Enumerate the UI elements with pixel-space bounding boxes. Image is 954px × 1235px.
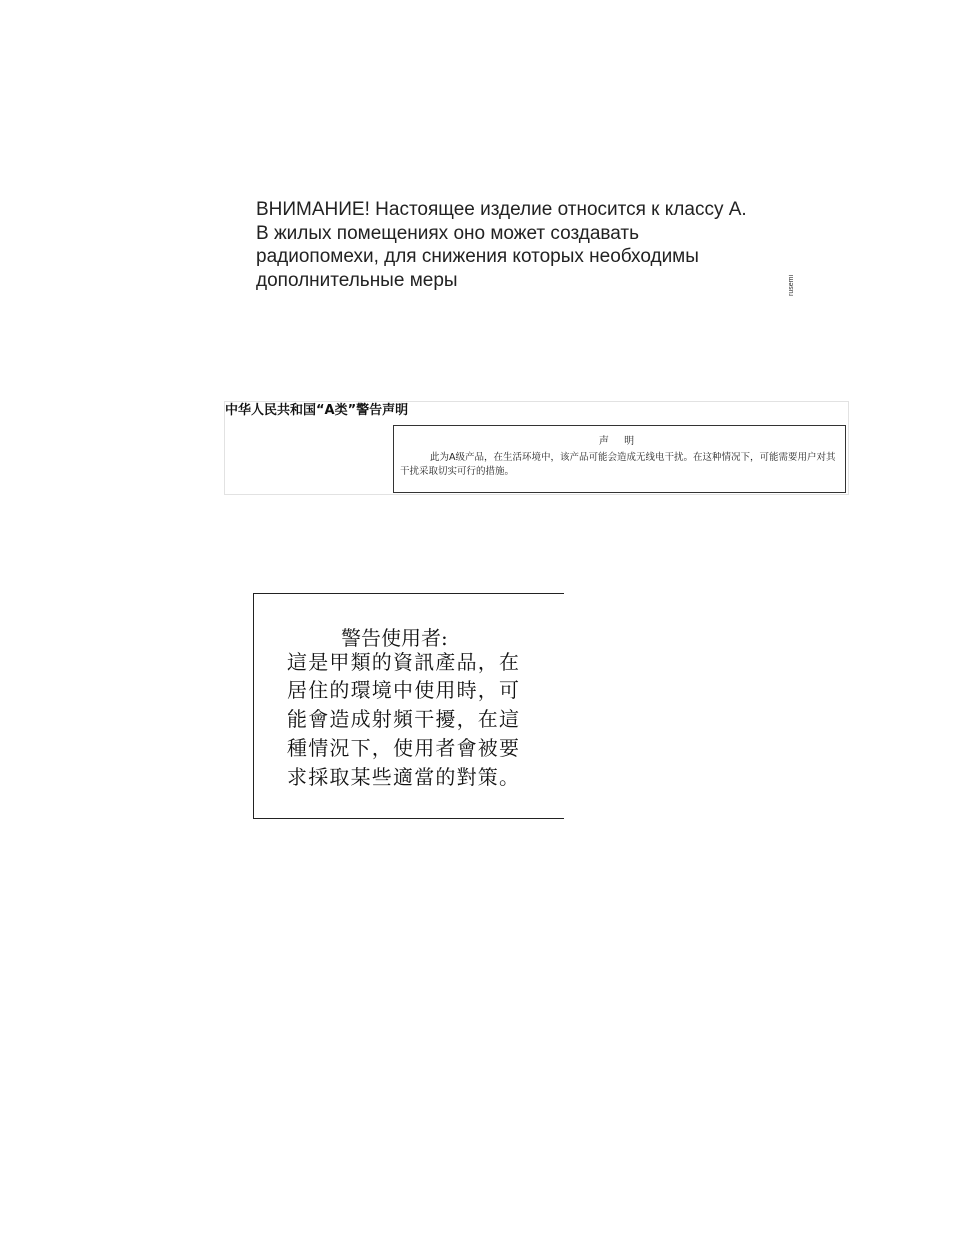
russian-notice-line-2: В жилых помещениях оно может создавать xyxy=(256,222,640,244)
taiwan-notice-line-1: 這是甲類的資訊產品，在 xyxy=(287,650,521,674)
russian-notice-line-1: ВНИМАНИЕ! Настоящее изделие относится к классу А. xyxy=(256,199,747,220)
taiwan-notice-line-2: 居住的環境中使用時，可 xyxy=(287,678,521,702)
russian-notice-line-3: радиопомехи, для снижения которых необходимы xyxy=(256,246,699,267)
china-statement-box xyxy=(393,425,846,493)
taiwan-notice-line-4: 種情況下，使用者會被要 xyxy=(287,736,521,760)
taiwan-notice-title: 警告使用者: xyxy=(341,626,448,650)
russian-notice-code: rusemi xyxy=(788,274,795,296)
china-statement-text: 此为A级产品，在生活环境中，该产品可能会造成无线电干扰。在这种情况下，可能需要用户对其干扰采取切实可行的措施。 xyxy=(400,452,836,477)
russian-class-a-notice xyxy=(256,198,816,292)
china-notice-title: 中华人民共和国“A类”警告声明 xyxy=(225,403,409,418)
taiwan-notice-line-5: 求採取某些適當的對策。 xyxy=(287,765,521,789)
china-statement-heading: 声 明 xyxy=(598,436,641,447)
russian-notice-line-4: дополнительные меры xyxy=(256,269,458,291)
taiwan-notice-line-3: 能會造成射頻干擾，在這 xyxy=(287,707,521,731)
